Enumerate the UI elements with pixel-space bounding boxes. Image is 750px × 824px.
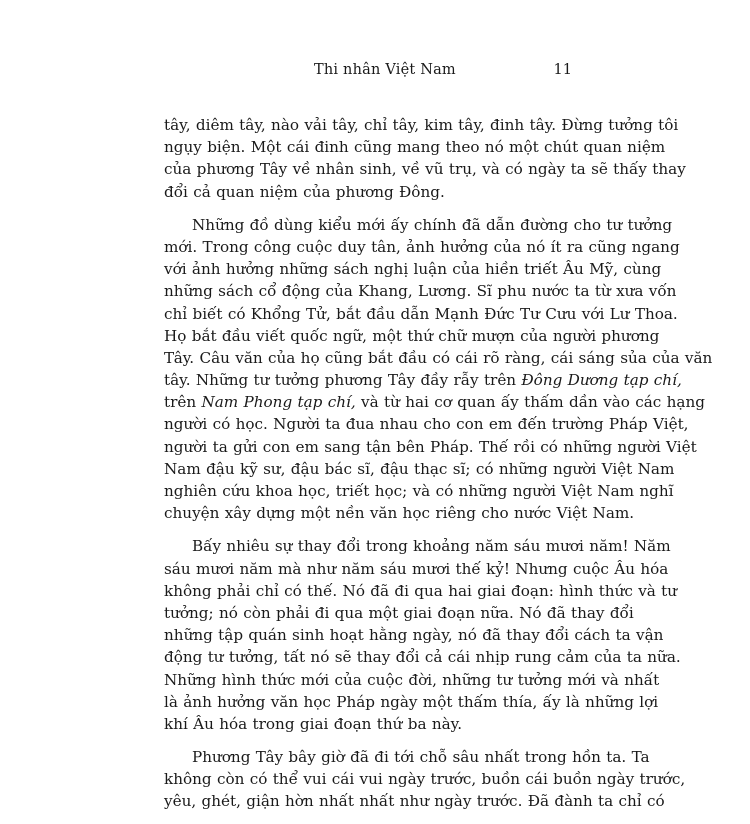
text-line-with-italic bbox=[164, 391, 705, 413]
text-segment: tây. Những tư tưởng phương Tây đầy rẫy trên bbox=[164, 371, 522, 390]
text-line: người ta gửi con em sang tận bên Pháp. Thế rồi có những người Việt bbox=[164, 437, 697, 456]
text-line: những sách cổ động của Khang, Lương. Sĩ phu nước ta từ xưa vốn bbox=[164, 282, 677, 301]
text-line: khí Âu hóa trong giai đoạn thứ ba này. bbox=[164, 714, 463, 733]
italic-title: Đông Dương tạp chí, bbox=[521, 371, 682, 390]
text-segment: và từ hai cơ quan ấy thấm dần vào các hạng bbox=[355, 393, 705, 412]
text-segment: trên bbox=[164, 393, 202, 412]
text-line: động tư tưởng, tất nó sẽ thay đổi cả cái nhịp rung cảm của ta nữa. bbox=[164, 648, 681, 667]
paragraph-3 bbox=[164, 535, 681, 735]
paragraph-1 bbox=[164, 114, 686, 203]
paragraph-4 bbox=[164, 746, 686, 813]
text-line: Tây. Câu văn của họ cũng bắt đầu có cái rõ ràng, cái sáng sủa của văn bbox=[164, 348, 713, 367]
text-line: không phải chỉ có thế. Nó đã đi qua hai giai đoạn: hình thức và tư bbox=[164, 581, 678, 600]
text-line: của phương Tây về nhân sinh, về vũ trụ, và có ngày ta sẽ thấy thay bbox=[164, 160, 686, 179]
text-line: Những hình thức mới của cuộc đời, những tư tưởng mới và nhất bbox=[164, 670, 660, 689]
text-line: không còn có thể vui cái vui ngày trước, buồn cái buồn ngày trước, bbox=[164, 770, 686, 789]
text-line-with-italic bbox=[164, 369, 682, 391]
text-line: Những đồ dùng kiểu mới ấy chính đã dẫn đường cho tư tưởng bbox=[192, 215, 673, 234]
text-line: yêu, ghét, giận hờn nhất nhất như ngày trước. Đã đành ta chỉ có bbox=[164, 792, 665, 811]
text-line: mới. Trong công cuộc duy tân, ảnh hưởng của nó ít ra cũng ngang bbox=[164, 237, 680, 256]
page-number: 11 bbox=[553, 62, 572, 78]
text-line: đổi cả quan niệm của phương Đông. bbox=[164, 182, 445, 201]
text-line: người có học. Người ta đua nhau cho con em đến trường Pháp Việt, bbox=[164, 415, 689, 434]
italic-title: Nam Phong tạp chí, bbox=[201, 393, 356, 412]
text-line: Họ bắt đầu viết quốc ngữ, một thứ chữ mượn của người phương bbox=[164, 326, 660, 345]
text-line: sáu mươi năm mà như năm sáu mươi thế kỷ! Nhưng cuộc Âu hóa bbox=[164, 559, 669, 578]
paragraph-2 bbox=[164, 214, 713, 525]
text-line: tưởng; nó còn phải đi qua một giai đoạn nữa. Nó đã thay đổi bbox=[164, 603, 634, 622]
text-line: ngụy biện. Một cái đinh cũng mang theo nó một chút quan niệm bbox=[164, 138, 666, 157]
text-line: Phương Tây bây giờ đã đi tới chỗ sâu nhất trong hồn ta. Ta bbox=[192, 748, 650, 767]
running-title: Thi nhân Việt Nam bbox=[314, 62, 456, 78]
text-line: nghiên cứu khoa học, triết học; và có những người Việt Nam nghĩ bbox=[164, 482, 674, 500]
text-line: Bấy nhiêu sự thay đổi trong khoảng năm sáu mươi năm! Năm bbox=[192, 537, 671, 556]
text-line: Nam đậu kỹ sư, đậu bác sĩ, đậu thạc sĩ; có những người Việt Nam bbox=[164, 459, 675, 478]
text-line: chỉ biết có Khổng Tử, bắt đầu dẫn Mạnh Đức Tư Cưu với Lư Thoa. bbox=[164, 304, 678, 323]
running-header bbox=[164, 62, 572, 86]
text-line: tây, diêm tây, nào vải tây, chỉ tây, kim tây, đinh tây. Đừng tưởng tôi bbox=[164, 116, 679, 134]
text-line: chuyện xây dựng một nền văn học riêng cho nước Việt Nam. bbox=[164, 504, 635, 523]
body-text bbox=[164, 114, 713, 824]
text-line: những tập quán sinh hoạt hằng ngày, nó đã thay đổi cách ta vận bbox=[164, 626, 664, 645]
text-line: với ảnh hưởng những sách nghị luận của hiền triết Âu Mỹ, cùng bbox=[164, 260, 662, 279]
text-line: là ảnh hưởng văn học Pháp ngày một thấm thía, ấy là những lợi bbox=[164, 692, 659, 711]
